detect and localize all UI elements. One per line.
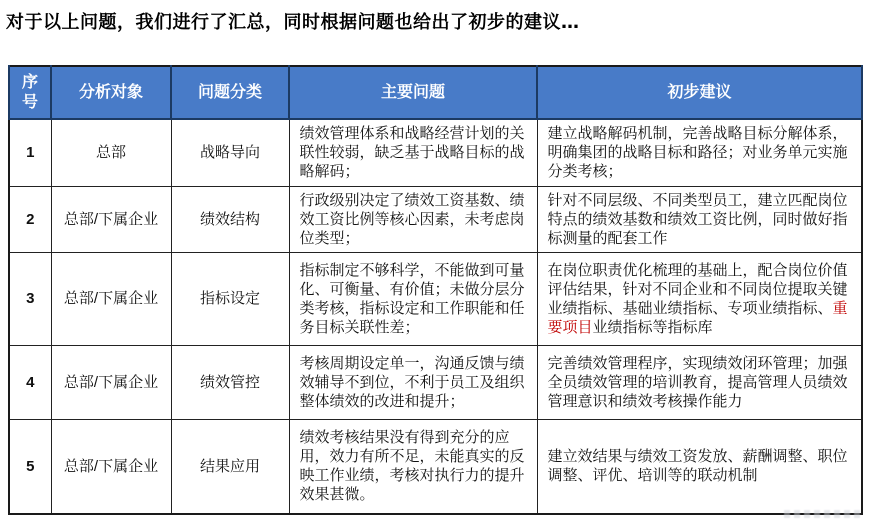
watermark-fragment — [784, 510, 864, 518]
cell-suggestion: 在岗位职责优化梳理的基础上，配合岗位价值评估结果，针对不同企业和不同岗位提取关键业绩指标、基础业绩指标、专项业绩指标、重要项目业绩指标等指标库 — [537, 252, 862, 345]
table-body — [9, 119, 862, 514]
cell-suggestion: 针对不同层级、不同类型员工，建立匹配岗位特点的绩效基数和绩效工资比例，同时做好指标测量的配套工作 — [537, 186, 862, 252]
cell-category: 结果应用 — [171, 419, 289, 514]
cell-seq: 4 — [9, 345, 51, 419]
cell-category: 战略导向 — [171, 119, 289, 186]
header-cell-problem: 主要问题 — [289, 66, 537, 119]
cell-seq: 1 — [9, 119, 51, 186]
table-row — [9, 419, 862, 514]
cell-target: 总部/下属企业 — [51, 252, 171, 345]
cell-seq: 3 — [9, 252, 51, 345]
header-cell-suggestion: 初步建议 — [537, 66, 862, 119]
table-row — [9, 186, 862, 252]
cell-target: 总部/下属企业 — [51, 186, 171, 252]
header-cell-category: 问题分类 — [171, 66, 289, 119]
table-row — [9, 252, 862, 345]
cell-problem: 行政级别决定了绩效工资基数、绩效工资比例等核心因素，未考虑岗位类型； — [289, 186, 537, 252]
table-row — [9, 345, 862, 419]
cell-suggestion: 建立效结果与绩效工资发放、薪酬调整、职位调整、评优、培训等的联动机制 — [537, 419, 862, 514]
cell-problem: 绩效考核结果没有得到充分的应用，效力有所不足，未能真实的反映工作业绩，考核对执行力的提升效果甚微。 — [289, 419, 537, 514]
header-cell-target: 分析对象 — [51, 66, 171, 119]
cell-problem: 绩效管理体系和战略经营计划的关联性较弱，缺乏基于战略目标的战略解码； — [289, 119, 537, 186]
header-cell-seq: 序号 — [9, 66, 51, 119]
header-row — [9, 66, 862, 119]
cell-target: 总部/下属企业 — [51, 419, 171, 514]
page-title: 对于以上问题，我们进行了汇总，同时根据问题也给出了初步的建议… — [6, 12, 580, 33]
cell-target: 总部/下属企业 — [51, 345, 171, 419]
cell-problem: 指标制定不够科学，不能做到可量化、可衡量、有价值；未做分层分类考核，指标设定和工作职能和任务目标关联性差； — [289, 252, 537, 345]
cell-seq: 5 — [9, 419, 51, 514]
cell-suggestion: 建立战略解码机制，完善战略目标分解体系，明确集团的战略目标和路径；对业务单元实施分类考核； — [537, 119, 862, 186]
cell-category: 绩效管控 — [171, 345, 289, 419]
highlighted-text: 重要项目 — [547, 299, 848, 336]
cell-target: 总部 — [51, 119, 171, 186]
table-row — [9, 119, 862, 186]
cell-category: 指标设定 — [171, 252, 289, 345]
cell-suggestion: 完善绩效管理程序，实现绩效闭环管理；加强全员绩效管理的培训教育，提高管理人员绩效管理意识和绩效考核操作能力 — [537, 345, 862, 419]
summary-table — [8, 65, 863, 515]
cell-seq: 2 — [9, 186, 51, 252]
cell-problem: 考核周期设定单一，沟通反馈与绩效辅导不到位，不利于员工及组织整体绩效的改进和提升； — [289, 345, 537, 419]
cell-category: 绩效结构 — [171, 186, 289, 252]
